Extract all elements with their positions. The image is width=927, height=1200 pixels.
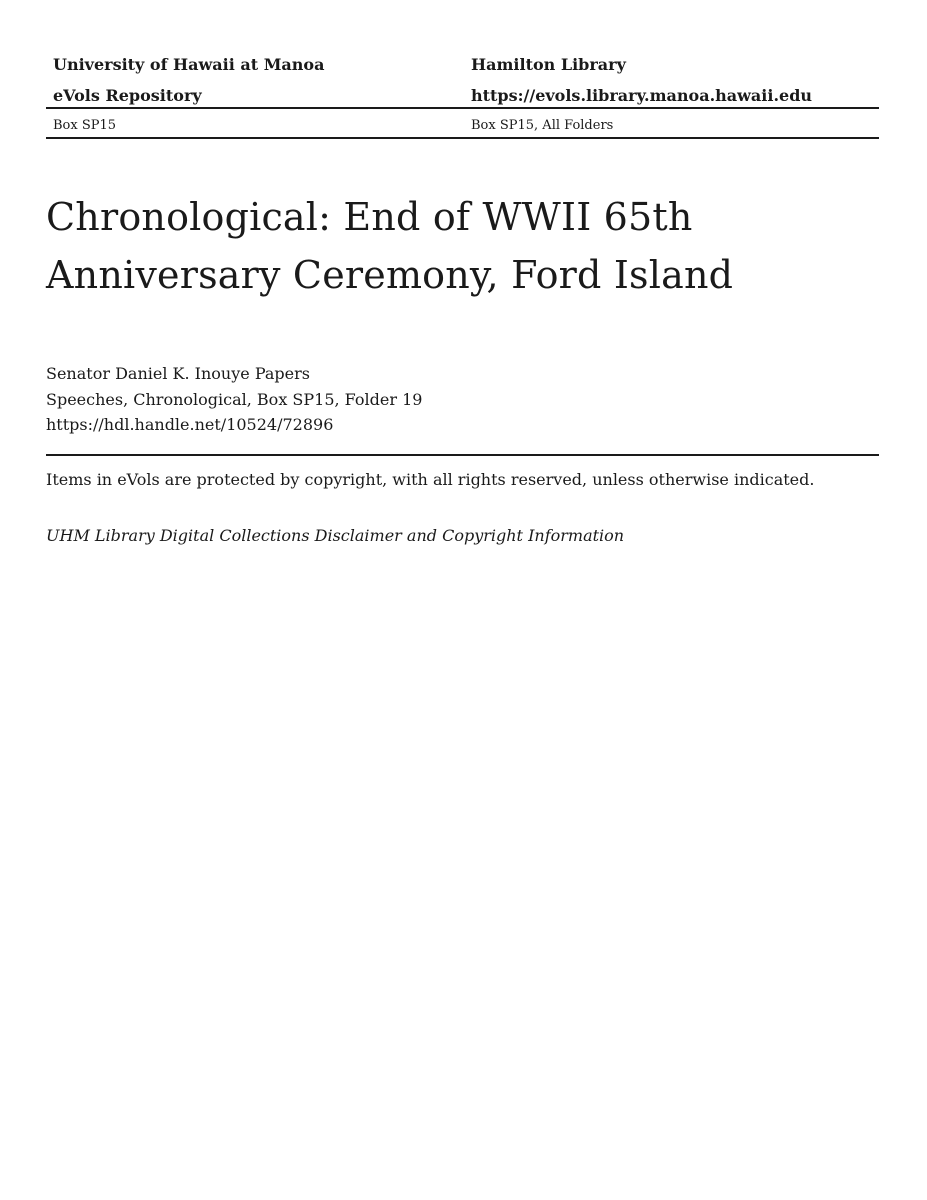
box-folders-label: Box SP15, All Folders xyxy=(471,118,614,133)
title-line-1: Chronological: End of WWII 65th xyxy=(46,195,693,239)
box-label: Box SP15 xyxy=(53,118,117,133)
library-name: Hamilton Library xyxy=(471,55,626,74)
rights-divider xyxy=(46,454,879,456)
header-block xyxy=(46,0,879,140)
copyright-notice: Items in eVols are protected by copyright, with all rights reserved, unless otherwise indicated. xyxy=(46,470,815,489)
cover-page xyxy=(46,0,879,545)
header-divider-bottom xyxy=(46,137,879,139)
handle-link[interactable]: https://hdl.handle.net/10524/72896 xyxy=(46,415,334,434)
collection-name: Senator Daniel K. Inouye Papers xyxy=(46,364,310,383)
folder-location: Speeches, Chronological, Box SP15, Folder 19 xyxy=(46,389,423,409)
repository-name: eVols Repository xyxy=(53,86,202,105)
repository-url-link[interactable]: https://evols.library.manoa.hawaii.edu xyxy=(471,86,813,105)
title-line-2: Anniversary Ceremony, Ford Island xyxy=(46,253,734,297)
header-divider-top xyxy=(46,107,879,109)
metadata-block xyxy=(46,361,422,438)
disclaimer-link[interactable]: UHM Library Digital Collections Disclaimer and Copyright Information xyxy=(46,526,625,545)
institution-name: University of Hawaii at Manoa xyxy=(53,55,325,74)
document-title xyxy=(46,188,879,304)
